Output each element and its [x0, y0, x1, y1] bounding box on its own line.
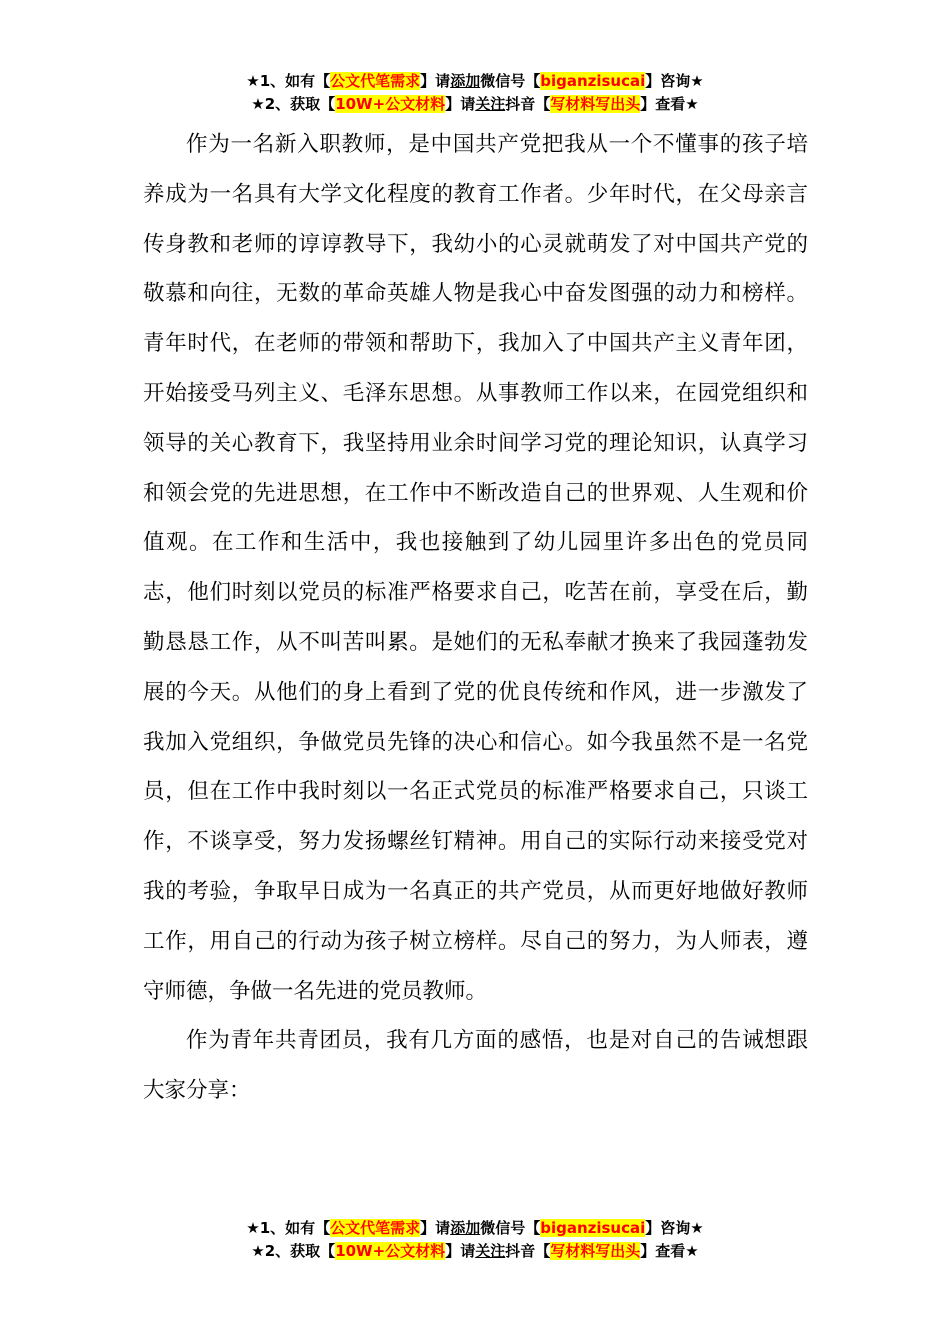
- banner-text: 微信号【: [480, 1219, 541, 1237]
- banner-highlight-service: 公文代笔需求: [330, 1219, 421, 1237]
- banner-suffix: 】咨询★: [645, 1219, 704, 1237]
- footer-banner: [0, 1217, 950, 1263]
- banner-emphasis-add: 添加: [450, 72, 481, 90]
- banner-prefix: ★2、获取【: [251, 1242, 336, 1260]
- footer-banner-line-2: [0, 1240, 950, 1263]
- banner-highlight-douyin-id: 写材料写出头: [550, 95, 641, 113]
- header-banner-line-1: [0, 70, 950, 93]
- banner-highlight-wechat-id: biganzisucai: [540, 72, 646, 90]
- footer-banner-line-1: [0, 1217, 950, 1240]
- banner-emphasis-add: 添加: [450, 1219, 481, 1237]
- banner-prefix: ★1、如有【: [246, 1219, 331, 1237]
- banner-highlight-service: 公文代笔需求: [330, 72, 421, 90]
- banner-text: 】请: [445, 1242, 476, 1260]
- header-banner-line-2: [0, 93, 950, 116]
- banner-suffix: 】查看★: [640, 1242, 699, 1260]
- banner-text: 】请: [420, 1219, 451, 1237]
- banner-prefix: ★1、如有【: [246, 72, 331, 90]
- banner-highlight-wechat-id: biganzisucai: [540, 1219, 646, 1237]
- banner-text: 抖音【: [505, 1242, 551, 1260]
- header-banner: [0, 70, 950, 116]
- banner-suffix: 】咨询★: [645, 72, 704, 90]
- banner-emphasis-follow: 关注: [475, 95, 506, 113]
- banner-highlight-materials: 10W+公文材料: [335, 1242, 446, 1260]
- banner-text: 】请: [445, 95, 476, 113]
- banner-highlight-douyin-id: 写材料写出头: [550, 1242, 641, 1260]
- banner-text: 抖音【: [505, 95, 551, 113]
- banner-prefix: ★2、获取【: [251, 95, 336, 113]
- banner-suffix: 】查看★: [640, 95, 699, 113]
- body-paragraph-2: 作为青年共青团员，我有几方面的感悟，也是对自己的告诫想跟大家分享：: [143, 1028, 808, 1104]
- banner-highlight-materials: 10W+公文材料: [335, 95, 446, 113]
- banner-emphasis-follow: 关注: [475, 1242, 506, 1260]
- banner-text: 微信号【: [480, 72, 541, 90]
- document-body: [143, 120, 808, 1116]
- body-paragraph-1: 作为一名新入职教师，是中国共产党把我从一个不懂事的孩子培养成为一名具有大学文化程度的教育工作者。少年时代，在父母亲言传身教和老师的谆谆教导下，我幼小的心灵就萌发了对中国共产党的敬慕和向往，无数的革命英雄人物是我心中奋发图强的动力和榜样。青年时代，在老师的带领和帮助下，我加入了中国共产主义青年团，开始接受马列主义、毛泽东思想。从事教师工作以来，在园党组织和领导的关心教育下，我坚持用业余时间学习党的理论知识，认真学习和领会党的先进思想，在工作中不断改造自己的世界观、人生观和价值观。在工作和生活中，我也接触到了幼儿园里许多出色的党员同志，他们时刻以党员的标准严格要求自己，吃苦在前，享受在后，勤勤恳恳工作，从不叫苦叫累。是她们的无私奉献才换来了我园蓬勃发展的今天。从他们的身上看到了党的优良传统和作风，进一步激发了我加入党组织，争做党员先锋的决心和信心。如今我虽然不是一名党员，但在工作中我时刻以一名正式党员的标准严格要求自己，只谈工作，不谈享受，努力发扬螺丝钉精神。用自己的实际行动来接受党对我的考验，争取早日成为一名真正的共产党员，从而更好地做好教师工作，用自己的行动为孩子树立榜样。尽自己的努力，为人师表，遵守师德，争做一名先进的党员教师。: [143, 132, 808, 1004]
- banner-text: 】请: [420, 72, 451, 90]
